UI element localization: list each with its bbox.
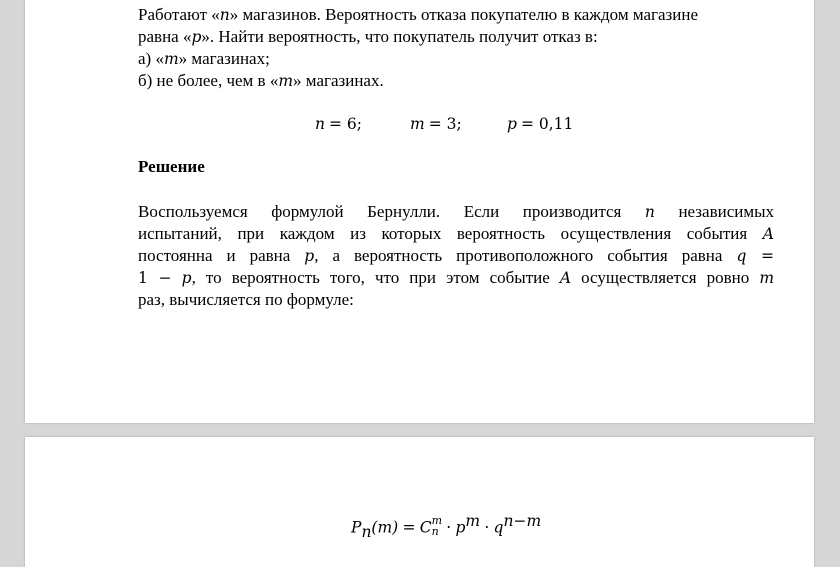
problem-item-b: б) не более, чем в «m» магазинах. <box>138 71 384 90</box>
given-parameters <box>315 115 573 134</box>
solution-line-2: испытаний, при каждом из которых вероятность осуществления события A <box>138 224 774 243</box>
param-m: m = 3; <box>410 115 462 133</box>
problem-statement <box>138 4 774 92</box>
solution-paragraph <box>138 201 774 311</box>
solution-line-4: 1 − p, то вероятность того, что при этом событие A осуществляется ровно m <box>138 268 775 287</box>
problem-item-a: а) «m» магазинах; <box>138 49 270 68</box>
bernoulli-formula: $P_n(m) = C$ m n · $p^m \cdot q^{n-m}$ <box>351 512 542 542</box>
solution-heading: Решение <box>138 157 205 176</box>
document-page-1 <box>25 0 814 423</box>
document-page-2 <box>25 437 814 567</box>
solution-line-5: раз, вычисляется по формуле: <box>138 290 354 309</box>
param-n: n = 6; <box>315 115 362 133</box>
solution-line-3: постоянна и равна p, а вероятность противоположного события равна q = <box>138 246 775 265</box>
param-p: p = 0,11 <box>507 115 574 133</box>
solution-line-1: Воспользуемся формулой Бернулли. Если производится n независимых <box>138 202 775 221</box>
problem-line-2: равна «p». Найти вероятность, что покупатель получит отказ в: <box>138 27 598 46</box>
problem-line-1: Работают «n» магазинов. Вероятность отказа покупателю в каждом магазине <box>138 5 699 24</box>
